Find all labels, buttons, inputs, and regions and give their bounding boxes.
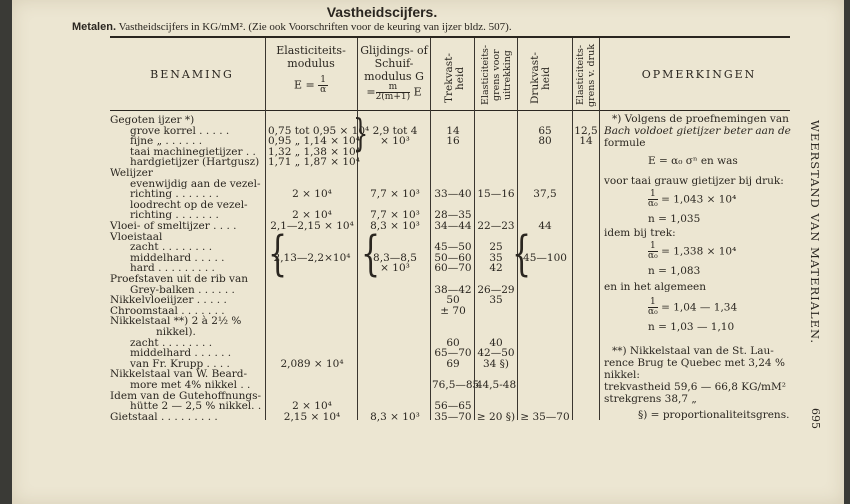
- note-line: §) = proportionaliteitsgrens.: [638, 409, 790, 421]
- row-value-g: 8,3—8,5: [373, 251, 417, 264]
- row-value-d: ≥ 35—70: [520, 410, 570, 423]
- page-title: Vastheidscijfers.: [326, 4, 438, 20]
- row-value-e: 0,75 tot 0,95 × 10⁴: [268, 124, 370, 137]
- row-name: grove korrel . . . . .: [130, 124, 230, 137]
- row-value-g: 7,7 × 10³: [370, 209, 420, 222]
- row-name: Nikkelvloeiijzer . . . . .: [110, 294, 227, 307]
- col-sep: [599, 38, 600, 420]
- row-name: Grey-balken . . . . . .: [130, 283, 235, 296]
- row-name: Nikkelstaal van W. Beard-: [110, 368, 248, 381]
- brace-druk-vloeistaal: {: [512, 226, 532, 283]
- header-drukvastheid: Drukvast-heid: [529, 52, 552, 104]
- row-value-t: 60: [446, 336, 460, 349]
- note-line: rence Brug te Quebec met 3,24 %: [604, 357, 785, 369]
- formula-num: 1: [650, 189, 656, 199]
- col-sep: [265, 38, 266, 420]
- row-value-d: 37,5: [533, 188, 557, 201]
- header-glijding: [358, 44, 430, 102]
- note-formula: [648, 298, 737, 317]
- row-value-eu: ≥ 20 §): [476, 410, 516, 423]
- col-sep: [430, 38, 431, 420]
- row-value-e: 1,71 „ 1,87 × 10⁴: [268, 156, 360, 169]
- header-glid-line3: modulus G: [364, 70, 424, 83]
- row-value-eu: 34 §): [482, 357, 510, 370]
- row-name: more met 4% nikkel . .: [130, 379, 251, 391]
- top-rule: [110, 36, 790, 38]
- formula-den: α₀: [648, 251, 658, 261]
- row-value-eu: 26—29: [477, 283, 515, 296]
- row-value-t: 28—35: [434, 209, 472, 222]
- row-name: Idem van de Gutehoffnungs-: [110, 389, 262, 402]
- header-elast-eq: E =: [294, 78, 319, 92]
- row-name: evenwijdig aan de vezel-: [130, 177, 261, 190]
- row-value-t: 60—70: [434, 262, 472, 275]
- header-glid-den: 2(m+1): [375, 92, 411, 102]
- row-value-eu: 44,5-48: [475, 379, 517, 391]
- row-value-d: 65: [538, 124, 552, 137]
- note-line: idem bij trek:: [604, 227, 676, 239]
- note-line: formule: [604, 137, 646, 149]
- row-value-e: 0,95 „ 1,14 × 10⁴: [268, 135, 360, 148]
- formula-den: α₀: [648, 307, 658, 317]
- row-value-g: 8,3 × 10³: [370, 410, 420, 423]
- note-line: *) Volgens de proefnemingen van: [612, 113, 789, 125]
- note-line: trekvastheid 59,6 — 66,8 KG/mM²: [604, 381, 786, 393]
- row-name: zacht . . . . . . . .: [130, 241, 213, 254]
- row-value-eu: 35: [489, 251, 503, 264]
- header-glid-line2: Schuif-: [374, 57, 414, 70]
- row-value-t: 50: [446, 294, 460, 307]
- row-value-eu: 25: [489, 241, 503, 254]
- book-page: [12, 0, 844, 504]
- note-line: Bach voldoet gietijzer beter aan de: [604, 125, 791, 137]
- row-value-e: 2,13—2,2×10⁴: [273, 251, 351, 264]
- subtitle-bold: Metalen.: [72, 21, 117, 33]
- row-name: Gietstaal . . . . . . . . .: [110, 410, 218, 423]
- row-name: zacht . . . . . . . .: [130, 336, 213, 349]
- row-name: Chroomstaal . . . . . . .: [110, 304, 225, 317]
- row-value-e: 2,1—2,15 × 10⁴: [270, 220, 354, 232]
- row-value-t: ± 70: [440, 304, 466, 317]
- header-benaming: BENAMING: [150, 68, 234, 81]
- row-value-t: 34—44: [434, 220, 472, 232]
- row-value-d: 45—100: [523, 251, 567, 264]
- row-value-e: 2 × 10⁴: [292, 209, 332, 222]
- row-value-e: 2,089 × 10⁴: [280, 357, 344, 370]
- row-value-t: 69: [446, 357, 460, 370]
- row-name: hütte 2 — 2,5 % nikkel. .: [130, 400, 262, 413]
- row-value-eu: 40: [489, 336, 503, 349]
- header-glid-line1: Glijdings- of: [360, 44, 428, 57]
- formula-num: 1: [650, 297, 656, 307]
- row-value-t: 16: [446, 135, 460, 148]
- header-elasticiteitsgrens-druk: Elasticiteits-grens v. druk: [575, 43, 597, 107]
- formula-value: = 1,338 × 10⁴: [661, 245, 737, 258]
- row-name: Gegoten ijzer *): [110, 114, 195, 126]
- row-value-ed: 12,5: [574, 124, 598, 137]
- row-name: nikkel).: [156, 326, 196, 338]
- running-head: WEERSTAND VAN MATERIALEN.: [808, 120, 822, 345]
- header-trekvastheid: Trekvast-heid: [443, 53, 466, 103]
- formula-value: = 1,04 — 1,34: [661, 301, 738, 314]
- row-value-e: 1,32 „ 1,38 × 10⁴: [268, 145, 360, 158]
- note-line: n = 1,03 — 1,10: [648, 321, 735, 333]
- header-glid-formula: [358, 83, 430, 102]
- row-name: middelhard . . . . . .: [130, 347, 232, 360]
- row-value-g: 2,9 tot 4: [372, 124, 418, 137]
- row-value-g: 8,3 × 10³: [370, 220, 420, 232]
- row-value-t: 33—40: [434, 188, 472, 201]
- note-line: en in het algemeen: [604, 281, 707, 293]
- note-line: nikkel:: [604, 369, 640, 381]
- row-value-g: × 10³: [380, 262, 410, 275]
- row-value-eu: 22—23: [477, 220, 515, 232]
- header-elast-line1: Elasticiteits-: [276, 44, 346, 57]
- row-value-d: 44: [538, 220, 552, 232]
- row-name: taai machinegietijzer . .: [130, 145, 256, 158]
- note-formula: [648, 242, 736, 261]
- row-value-t: 65—70: [434, 347, 472, 360]
- row-value-g: 7,7 × 10³: [370, 188, 420, 201]
- row-value-eu: 42: [489, 262, 503, 275]
- row-value-e: 2,15 × 10⁴: [283, 410, 341, 423]
- row-value-d: 80: [538, 135, 552, 148]
- row-value-eu: 35: [489, 294, 503, 307]
- header-elasticity: [267, 44, 355, 95]
- col-sep: [572, 38, 573, 420]
- row-name: Vloeistaal: [110, 230, 163, 243]
- formula-den: α₀: [648, 199, 658, 209]
- row-name: middelhard . . . . .: [130, 251, 225, 264]
- row-name: van Fr. Krupp . . . .: [130, 357, 230, 370]
- row-value-e: 2 × 10⁴: [292, 188, 332, 201]
- row-name: loodrecht op de vezel-: [130, 198, 248, 211]
- row-name: richting . . . . . . .: [130, 209, 219, 222]
- row-value-t: 45—50: [434, 241, 472, 254]
- row-value-t: 35—70: [434, 410, 472, 423]
- brace-glijding: }: [353, 110, 369, 156]
- row-name: richting . . . . . . .: [130, 188, 219, 201]
- row-name: Nikkelstaal **) 2 à 2½ %: [110, 315, 242, 328]
- header-glid-num: m: [376, 83, 411, 93]
- row-value-e: 2 × 10⁴: [292, 400, 332, 413]
- row-value-g: × 10³: [380, 135, 410, 148]
- row-value-t: 38—42: [434, 283, 472, 296]
- row-value-t: 76,5—85: [432, 379, 480, 391]
- row-name: Proefstaven uit de rib van: [110, 273, 248, 285]
- row-value-t: 50—60: [434, 251, 472, 264]
- note-line: voor taai grauw gietijzer bij druk:: [604, 175, 784, 187]
- header-rule: [110, 110, 790, 111]
- row-name: hard . . . . . . . . .: [130, 262, 215, 275]
- note-formula: [648, 190, 736, 209]
- header-elasticiteitsgrens-uitrekking: Elasticiteits-grens voor uitrekking: [480, 44, 513, 106]
- row-name: fijne „ . . . . . .: [130, 135, 203, 148]
- row-value-eu: 15—16: [477, 188, 515, 201]
- row-value-t: 56—65: [434, 400, 472, 413]
- formula-num: 1: [650, 241, 656, 251]
- subtitle-text: Vastheidscijfers in KG/mM². (Zie ook Voorschriften voor de keuring van ijzer bldz. 507).: [118, 21, 512, 33]
- note-line: n = 1,083: [648, 265, 701, 277]
- row-value-t: 14: [446, 124, 460, 137]
- note-line: E = α₀ σⁿ en was: [648, 155, 738, 167]
- row-name: Welijzer: [110, 167, 153, 179]
- note-line: n = 1,035: [648, 213, 701, 225]
- brace-glid-vloeistaal: {: [361, 226, 381, 283]
- row-name: Vloei- of smeltijzer . . . .: [110, 220, 237, 232]
- header-glid-eq: =: [366, 85, 376, 99]
- brace-elast-vloeistaal: {: [268, 226, 288, 283]
- note-line: **) Nikkelstaal van de St. Lau-: [612, 345, 774, 357]
- header-opmerkingen: OPMERKINGEN: [641, 68, 757, 81]
- note-line: strekgrens 38,7 „: [604, 393, 697, 405]
- header-elast-line2: modulus: [287, 57, 335, 70]
- page-number: 695: [809, 408, 822, 429]
- formula-value: = 1,043 × 10⁴: [661, 193, 737, 206]
- row-name: hardgietijzer (Hartgusz): [130, 156, 260, 169]
- subtitle: [72, 21, 512, 33]
- row-value-ed: 14: [579, 135, 593, 148]
- header-glid-e: E: [413, 85, 422, 99]
- header-elast-formula: E = $\frac{1}{\alpha}$: [294, 75, 327, 95]
- row-value-eu: 42—50: [477, 347, 515, 360]
